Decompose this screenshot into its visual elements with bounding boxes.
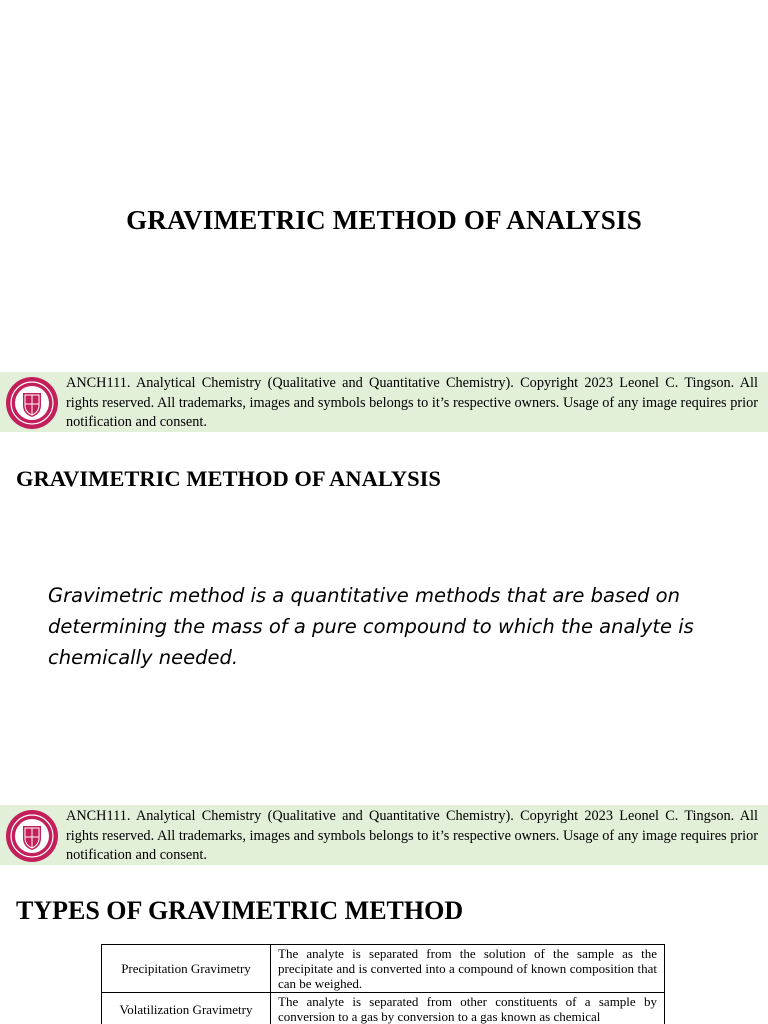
type-description: The analyte is separated from the solution of the sample as the precipitate and is converted into a compound of known composition that can be weighed. [271,945,665,993]
type-name: Volatilization Gravimetry [102,993,271,1024]
slide-title [0,0,768,370]
slide-footer-2 [0,805,768,865]
copyright-notice: ANCH111. Analytical Chemistry (Qualitative and Quantitative Chemistry). Copyright 2023 Leonel C. Tingson. All rights reserved. All trademarks, images and symbols belongs to it’s respective owners. Usage of any image requires prior notification and consent. [66,808,758,863]
page-title: GRAVIMETRIC METHOD OF ANALYSIS [126,205,642,235]
type-description: The analyte is separated from other constituents of a sample by conversion to a gas by conversion to a gas known as chemical [271,993,665,1024]
slide-footer-1 [0,372,768,432]
university-seal-icon [5,376,59,430]
table-row [102,993,665,1024]
type-name: Precipitation Gravimetry [102,945,271,993]
section-title: TYPES OF GRAVIMETRIC METHOD [16,896,464,925]
section-title: GRAVIMETRIC METHOD OF ANALYSIS [16,466,441,491]
copyright-notice: ANCH111. Analytical Chemistry (Qualitative and Quantitative Chemistry). Copyright 2023 Leonel C. Tingson. All rights reserved. All trademarks, images and symbols belongs to it’s respective owners. Usage of any image requires prior notification and consent. [66,375,758,430]
types-table [101,944,665,1024]
university-seal-icon [5,809,59,863]
slide-definition [0,434,768,804]
definition-text: Gravimetric method is a quantitative methods that are based on determining the mass of a pure compound to which the analyte is chemically needed. [48,584,694,669]
slide-types [0,866,768,1024]
table-row [102,945,665,993]
